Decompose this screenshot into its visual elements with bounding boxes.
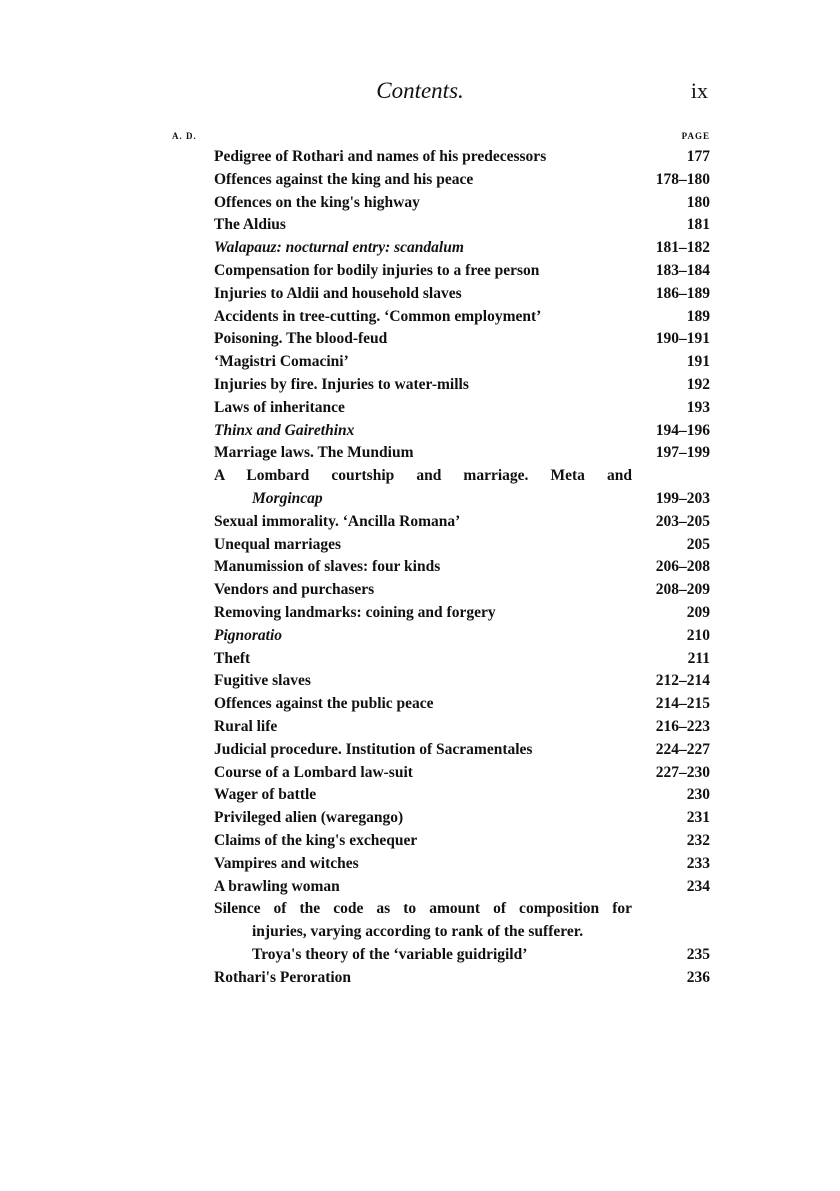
toc-entry-text: A brawling woman: [214, 877, 340, 895]
toc-entry-text: ‘Magistri Comacini’: [214, 353, 349, 371]
toc-entry-page: 194–196: [655, 421, 710, 439]
toc-entry: [214, 784, 710, 807]
column-headings: [0, 131, 840, 145]
toc-entry: [214, 192, 710, 215]
toc-entry-text: Offences on the king's highway: [214, 193, 420, 211]
toc-entry: [214, 739, 710, 762]
toc-entry: [214, 807, 710, 830]
toc-entry-text: Poisoning. The blood-feud: [214, 330, 388, 348]
toc-entry-text: Rothari's Peroration: [214, 968, 352, 986]
toc-entry-text: A Lombard courtship and marriage. Meta and: [214, 467, 632, 485]
toc-entry: [214, 328, 710, 351]
toc-entry-page: 192: [686, 375, 710, 393]
toc-entry-text: Accidents in tree-cutting. ‘Common employment’: [214, 307, 542, 325]
toc-entry-page: 177: [686, 148, 710, 165]
toc-entry-page: 231: [686, 809, 710, 827]
toc-entry-page: 183–184: [655, 261, 710, 279]
toc-entry-page: 236: [686, 968, 710, 986]
toc-entry: [214, 146, 710, 169]
toc-entry: [214, 853, 710, 876]
toc-entry: [214, 693, 710, 716]
toc-entry-page: 189: [686, 307, 710, 325]
toc-entry: [214, 670, 710, 693]
toc-entry: [214, 442, 710, 465]
toc-entry-text: Silence of the code as to amount of composition for: [214, 900, 632, 918]
toc-entry-page: 199–203: [655, 489, 710, 507]
toc-entry: [214, 351, 710, 374]
toc-entry: [214, 556, 710, 579]
toc-entry-text: Sexual immorality. ‘Ancilla Romana’: [214, 512, 461, 530]
toc-entry-text: Injuries to Aldii and household slaves: [214, 284, 462, 302]
toc-entry-text: Marriage laws. The Mundium: [214, 444, 414, 462]
toc-entry: [214, 283, 710, 306]
ad-column-label: A. D.: [172, 131, 197, 141]
toc-entry-text: Judicial procedure. Institution of Sacramentales: [214, 740, 533, 758]
toc-entry: [214, 579, 710, 602]
toc-entry-page: 206–208: [655, 558, 710, 576]
toc-entry: [214, 602, 710, 625]
toc-entry: [214, 830, 710, 853]
toc-entry: [214, 534, 710, 557]
toc-entry-text: injuries, varying according to rank of the sufferer.: [252, 923, 584, 941]
running-header: [0, 78, 840, 112]
toc-entry-page: 181–182: [655, 239, 710, 257]
toc-entry: [214, 420, 710, 443]
toc-entry: [214, 716, 710, 739]
toc-entry-page: 208–209: [655, 581, 710, 599]
toc-entry-continuation: [214, 488, 710, 511]
toc-entry-text: Compensation for bodily injuries to a free person: [214, 261, 540, 279]
toc-entry-text: Claims of the king's exchequer: [214, 831, 418, 849]
toc-entry-page: 227–230: [655, 763, 710, 781]
toc-entry-page: 232: [686, 831, 710, 849]
toc-entry-text: Manumission of slaves: four kinds: [214, 558, 441, 576]
toc-entry-text: Rural life: [214, 717, 278, 735]
toc-entry: [214, 511, 710, 534]
toc-entry-text: Unequal marriages: [214, 535, 342, 553]
toc-entry-text: Thinx and Gairethinx: [214, 421, 355, 439]
toc-entry: [214, 214, 710, 237]
toc-entry-text: Troya's theory of the ‘variable guidrigild’: [252, 945, 528, 963]
toc-entry-continuation: [214, 944, 710, 967]
toc-entry-text: Theft: [214, 649, 251, 667]
toc-entry-page: 186–189: [655, 284, 710, 302]
toc-entry: [214, 625, 710, 648]
toc-entry-page: 205: [686, 535, 710, 553]
toc-entry: [214, 237, 710, 260]
toc-entry-page: 211: [687, 649, 710, 667]
page-title: Contents.: [376, 78, 464, 103]
toc-entry-page: 191: [686, 353, 710, 371]
toc-entry: [214, 648, 710, 671]
page-column-label: PAGE: [681, 131, 710, 141]
toc-entry-page: 203–205: [655, 512, 710, 530]
page-number: ix: [690, 78, 708, 103]
toc-entry: [214, 876, 710, 899]
toc-entry-page: 190–191: [655, 330, 710, 348]
toc-entry-text: Morgincap: [252, 489, 323, 507]
toc-entry-page: 224–227: [655, 740, 710, 758]
toc-entry: [214, 465, 710, 488]
toc-entry-page: 210: [686, 626, 710, 644]
toc-entry-text: Wager of battle: [214, 786, 317, 804]
toc-entry-text: Pedigree of Rothari and names of his predecessors: [214, 148, 547, 165]
toc-entry-text: Fugitive slaves: [214, 672, 311, 690]
toc-entry-page: 212–214: [655, 672, 710, 690]
toc-entry-page: 178–180: [655, 170, 710, 188]
toc-entry-page: 197–199: [655, 444, 710, 462]
toc-entry: [214, 306, 710, 329]
toc-entry-page: 180: [686, 193, 710, 211]
toc-entry-continuation: [214, 921, 710, 944]
toc-entry-text: Vendors and purchasers: [214, 581, 375, 599]
toc-entry-page: 209: [686, 603, 710, 621]
toc-entry-text: Pignoratio: [214, 626, 283, 644]
toc-entry-page: 233: [686, 854, 710, 872]
toc-entry: [214, 374, 710, 397]
toc-entry-text: Offences against the king and his peace: [214, 170, 474, 188]
toc-entry-text: Course of a Lombard law-suit: [214, 763, 413, 781]
toc-entry-page: 214–215: [655, 695, 710, 713]
toc-entry-page: 235: [686, 945, 710, 963]
toc-entry-page: 216–223: [655, 717, 710, 735]
toc-entry-text: The Aldius: [214, 216, 286, 234]
toc-entry-page: 230: [686, 786, 710, 804]
toc-entry: [214, 898, 710, 921]
toc-entry-page: 234: [686, 877, 710, 895]
toc-entry-text: Offences against the public peace: [214, 695, 434, 713]
toc-entry: [214, 967, 710, 990]
toc-entry: [214, 762, 710, 785]
toc-entry: [214, 397, 710, 420]
toc-entry: [214, 260, 710, 283]
toc-entry-text: Laws of inheritance: [214, 398, 345, 416]
toc-entry-page: 193: [686, 398, 710, 416]
toc-entry-text: Injuries by fire. Injuries to water-mills: [214, 375, 469, 393]
toc-entry: [214, 169, 710, 192]
toc-entry-page: 181: [686, 216, 710, 234]
table-of-contents: [214, 146, 710, 989]
toc-entry-text: Vampires and witches: [214, 854, 359, 872]
toc-entry-text: Walapauz: nocturnal entry: scandalum: [214, 239, 464, 257]
toc-entry-text: Removing landmarks: coining and forgery: [214, 603, 496, 621]
toc-entry-text: Privileged alien (waregango): [214, 809, 404, 827]
